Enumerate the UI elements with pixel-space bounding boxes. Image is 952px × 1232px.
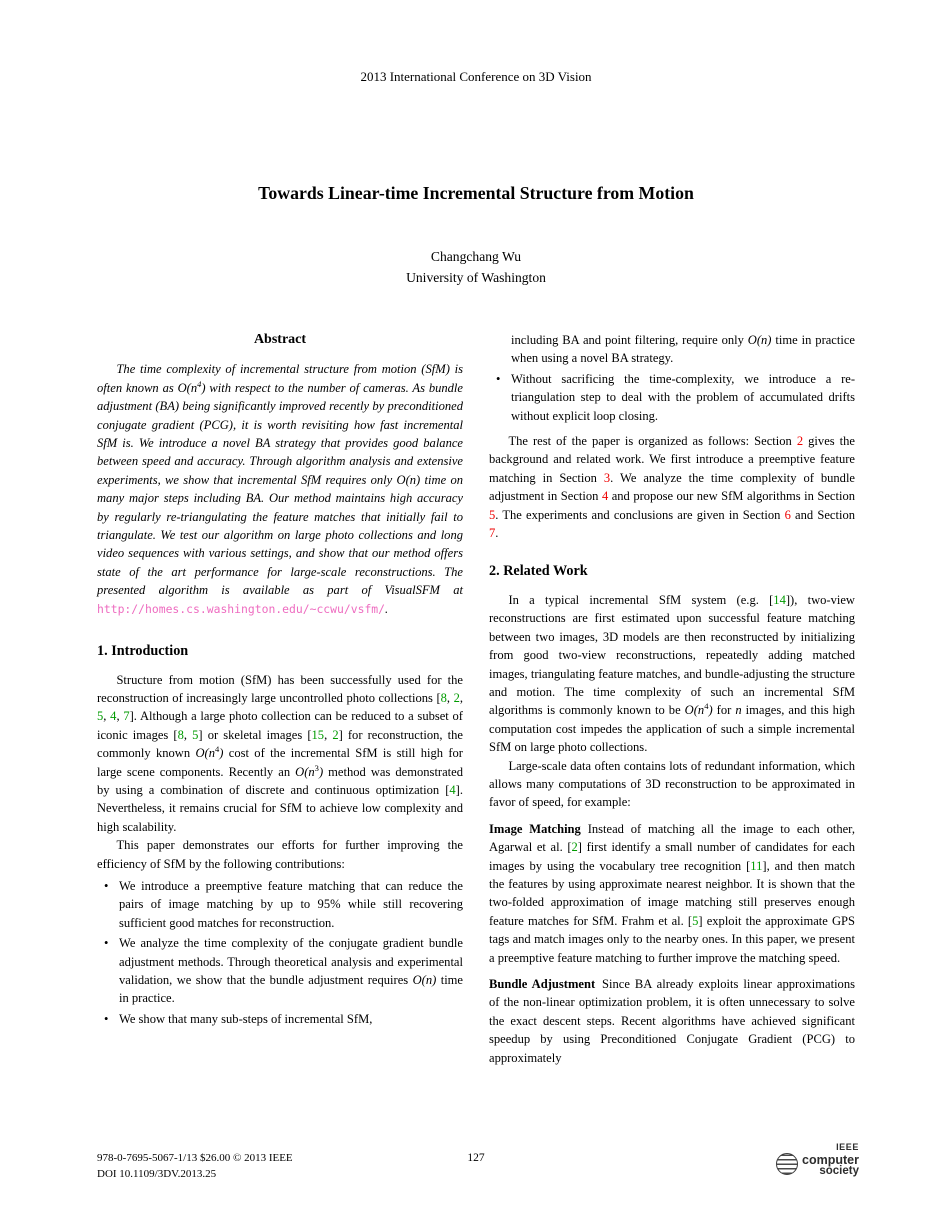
text-run: Instead of matching all the image to each other, Agarwal et al. [ xyxy=(489,821,855,855)
text-run: , xyxy=(324,727,333,742)
related-work-paragraph-1 xyxy=(489,591,855,757)
author-name: Changchang Wu xyxy=(430,249,522,264)
text-run: Large-scale data often contains lots of redundant information, which allows many computations of 3D reconstruction to be approximated in favor of speed, for example: xyxy=(489,758,855,810)
text-run: . We analyze the time complexity of bundle adjustment in Section xyxy=(489,470,855,504)
bullet-continuation-paragraph xyxy=(489,331,855,368)
text-run: We introduce a preemptive feature matching that can reduce the pairs of image matching by up to 95% while still recovering sufficient good matches for reconstruction. xyxy=(119,878,463,930)
text-run: 3 xyxy=(314,762,319,773)
ieee-computer-society-logo xyxy=(776,1142,859,1177)
text-run: 4 xyxy=(214,743,220,754)
text-run: cost of the incremental SfM is still high for large scene components. Recently an xyxy=(97,746,463,779)
text-run: images, and this high computation cost impedes the application of such a simple incremental SfM on large photo collections. xyxy=(489,703,855,755)
text-run: ] first identify a small number of candidates for each images by using the vocabulary tree recognition [ xyxy=(489,840,855,873)
text-run: ) xyxy=(708,703,713,718)
text-run: time on many major steps including BA. Our method maintains high accuracy by regularly re-triangulating the feature matches that initially fail to triangulate. We test our algorithm on large photo collections and long video sequences with various settings, and show that our method offers state of the art performance for large-scale reconstructions. The presented algorithm is available as part of VisualSFM at xyxy=(97,472,463,598)
cite-link[interactable]: 14 xyxy=(773,592,786,607)
text-run: gives the background and related work. We first introduce a preemptive feature matching in Section xyxy=(489,434,856,485)
image-matching-paragraph xyxy=(489,820,855,967)
text-run: ]. Nevertheless, it remains crucial for SfM to achieve low complexity and high scalability. xyxy=(97,782,463,834)
text-run: 4 xyxy=(197,378,202,389)
list-item-text xyxy=(119,1012,372,1026)
cite-link[interactable]: 11 xyxy=(750,858,763,873)
paper-roadmap-paragraph xyxy=(489,432,855,542)
text-run: ]. Although a large photo collection can be reduced to a subset of iconic images [ xyxy=(97,709,463,742)
list-item-text xyxy=(119,879,463,930)
text-run: Since BA already exploits linear approximations of the non-linear optimization problem, it is often unnecessary to solve the exact descent steps. Recent algorithms have achieved significant speedup by using Preconditioned Conjugate Gradient (PCG) to approximately xyxy=(489,977,855,1065)
bundle-adjustment-paragraph xyxy=(489,975,855,1067)
cite-link[interactable]: 8 xyxy=(440,690,447,705)
text-run: method was demonstrated by using a combination of discrete and continuous optimization [ xyxy=(97,764,463,797)
text-run: The rest of the paper is organized as follows: Section xyxy=(508,434,797,449)
cite-link[interactable]: 2 xyxy=(453,690,460,705)
text-run: . xyxy=(495,526,499,541)
ref-link[interactable]: 2 xyxy=(796,434,804,449)
list-item xyxy=(97,1010,463,1028)
text-run: Image Matching xyxy=(489,821,581,836)
list-item-text xyxy=(119,936,463,1005)
text-run: ) xyxy=(318,764,324,779)
text-run: O(n) xyxy=(412,973,437,987)
text-run: In a typical incremental SfM system (e.g. [ xyxy=(508,592,774,607)
cite-link[interactable]: 4 xyxy=(449,782,456,797)
cite-link[interactable]: 5 xyxy=(692,913,699,928)
paper-title: Towards Linear-time Incremental Structure from Motion xyxy=(258,183,694,203)
text-run: , xyxy=(116,709,124,724)
text-run: This paper demonstrates our efforts for further improving the efficiency of SfM by the following contributions: xyxy=(97,838,463,871)
section-heading-introduction: 1. Introduction xyxy=(97,643,189,660)
text-run: ]), two-view reconstructions are first estimated upon successful feature matching between two images, 3D models are then reconstructed by initializing from good two-view reconstructions, repeatedly adding matched images, triangulating feature matches, and bundle-adjusting the structure and motion. The time complexity of such an incremental SfM algorithms is commonly known to be xyxy=(489,592,855,718)
abstract-text xyxy=(97,360,463,618)
text-run: Structure from motion (SfM) has been successfully used for the reconstruction of increasingly large uncontrolled photo collections [ xyxy=(97,672,463,705)
abstract-heading: Abstract xyxy=(253,332,307,347)
text-run: 4 xyxy=(704,701,709,712)
list-item xyxy=(489,370,855,425)
author-affiliation: University of Washington xyxy=(406,270,546,285)
ref-link[interactable]: 7 xyxy=(489,526,496,541)
cite-link[interactable]: 4 xyxy=(110,709,117,724)
cite-link[interactable]: 7 xyxy=(123,709,130,724)
related-work-paragraph-2 xyxy=(489,757,855,812)
url-link[interactable]: http://homes.cs.washington.edu/~ccwu/vsfm/ xyxy=(97,601,386,616)
text-run: O(n) xyxy=(396,472,421,487)
text-run: Without sacrificing the time-complexity, we introduce a re-triangulation step to deal with the problem of accumulated drifts without explicit loop closing. xyxy=(511,371,855,423)
text-run: ], and then match the features by using approximate nearest neighbor. It is shown that the two-folded approximation of image matching still preserves enough feature matches for SfM. Frahm et al. [ xyxy=(489,858,856,928)
text-run: , xyxy=(183,727,193,742)
copyright-line: 978-0-7695-5067-1/13 $26.00 © 2013 IEEE xyxy=(97,1152,293,1164)
text-run: O(n xyxy=(177,380,198,395)
text-run: for xyxy=(712,703,736,718)
conference-header: 2013 International Conference on 3D Vision xyxy=(360,69,592,84)
text-run: n xyxy=(735,703,742,718)
intro-paragraph-2 xyxy=(97,836,463,873)
text-run: We show that many sub-steps of incremental SfM, xyxy=(119,1011,373,1026)
ref-link[interactable]: 4 xyxy=(601,489,609,504)
text-run: ] or skeletal images [ xyxy=(198,727,312,742)
ieee-label: IEEE xyxy=(836,1142,859,1152)
list-item-text xyxy=(511,372,855,423)
doi-line: DOI 10.1109/3DV.2013.25 xyxy=(97,1167,217,1180)
ieee-globe-icon xyxy=(776,1153,798,1175)
text-run: O(n xyxy=(684,703,705,718)
list-item xyxy=(97,934,463,1008)
text-run: ) xyxy=(219,746,224,761)
text-run: , xyxy=(103,709,111,724)
ref-link[interactable]: 6 xyxy=(784,507,791,522)
computer-label: computer xyxy=(802,1153,859,1167)
text-run: ) xyxy=(201,380,206,395)
two-column-body xyxy=(97,331,855,1067)
cite-link[interactable]: 2 xyxy=(332,727,339,742)
list-item xyxy=(97,877,463,932)
text-run: . xyxy=(385,601,389,616)
contribution-list xyxy=(97,877,463,1028)
text-run: . The experiments and conclusions are given in Section xyxy=(495,507,785,522)
text-run: time in practice. xyxy=(119,973,464,1006)
text-run: O(n) xyxy=(747,333,772,347)
text-run: ] exploit the approximate GPS tags and match images only to the nearby ones. In this paper, we present a preemptive feature matching to further improve the matching speed. xyxy=(489,913,855,965)
ref-link[interactable]: 5 xyxy=(489,507,496,522)
text-run: The time complexity of incremental structure from motion (SfM) is often known as xyxy=(97,362,463,395)
cite-link[interactable]: 5 xyxy=(192,727,199,742)
author-block xyxy=(0,246,952,288)
cite-link[interactable]: 2 xyxy=(571,840,578,855)
cite-link[interactable]: 15 xyxy=(311,727,325,742)
left-column xyxy=(97,331,463,1067)
text-run: with respect to the number of cameras. As bundle adjustment (BA) being significantly improved recently by preconditioned conjugate gradient (PCG), it is worth revisiting how fast incremental SfM is. We introduce a novel BA strategy that provides good balance between speed and accuracy. Through algorithm analysis and extensive experiments, we show that incremental SfM requires only xyxy=(97,380,463,487)
cite-link[interactable]: 5 xyxy=(97,709,104,724)
page-number: 127 xyxy=(467,1152,485,1164)
text-run: , xyxy=(446,690,454,705)
text-run: including BA and point filtering, require only xyxy=(511,333,748,347)
ieee-logo-text xyxy=(802,1142,859,1177)
text-run: ] for reconstruction, the commonly known xyxy=(97,727,463,761)
text-run: and Section xyxy=(790,507,855,522)
right-column xyxy=(489,331,855,1067)
text-run: and propose our new SfM algorithms in Section xyxy=(608,489,855,504)
text-run: We analyze the time complexity of the conjugate gradient bundle adjustment methods. Through theoretical analysis and experimental validation, we show that the bundle adjustment requires xyxy=(119,936,463,987)
section-heading-related-work: 2. Related Work xyxy=(489,563,588,580)
ref-link[interactable]: 3 xyxy=(603,470,611,485)
bullet-icon: • xyxy=(104,936,109,951)
text-run: O(n xyxy=(295,764,315,779)
bullet-icon: • xyxy=(104,878,109,893)
intro-paragraph-1 xyxy=(97,671,463,837)
text-run: , xyxy=(459,690,463,705)
text-run: Bundle Adjustment xyxy=(489,977,596,991)
text-run: time in practice when using a novel BA strategy. xyxy=(511,333,855,366)
cite-link[interactable]: 8 xyxy=(177,727,184,742)
bullet-icon: • xyxy=(104,1011,109,1026)
society-label: society xyxy=(819,1165,859,1177)
bullet-icon: • xyxy=(496,371,501,386)
text-run: O(n xyxy=(195,746,215,761)
